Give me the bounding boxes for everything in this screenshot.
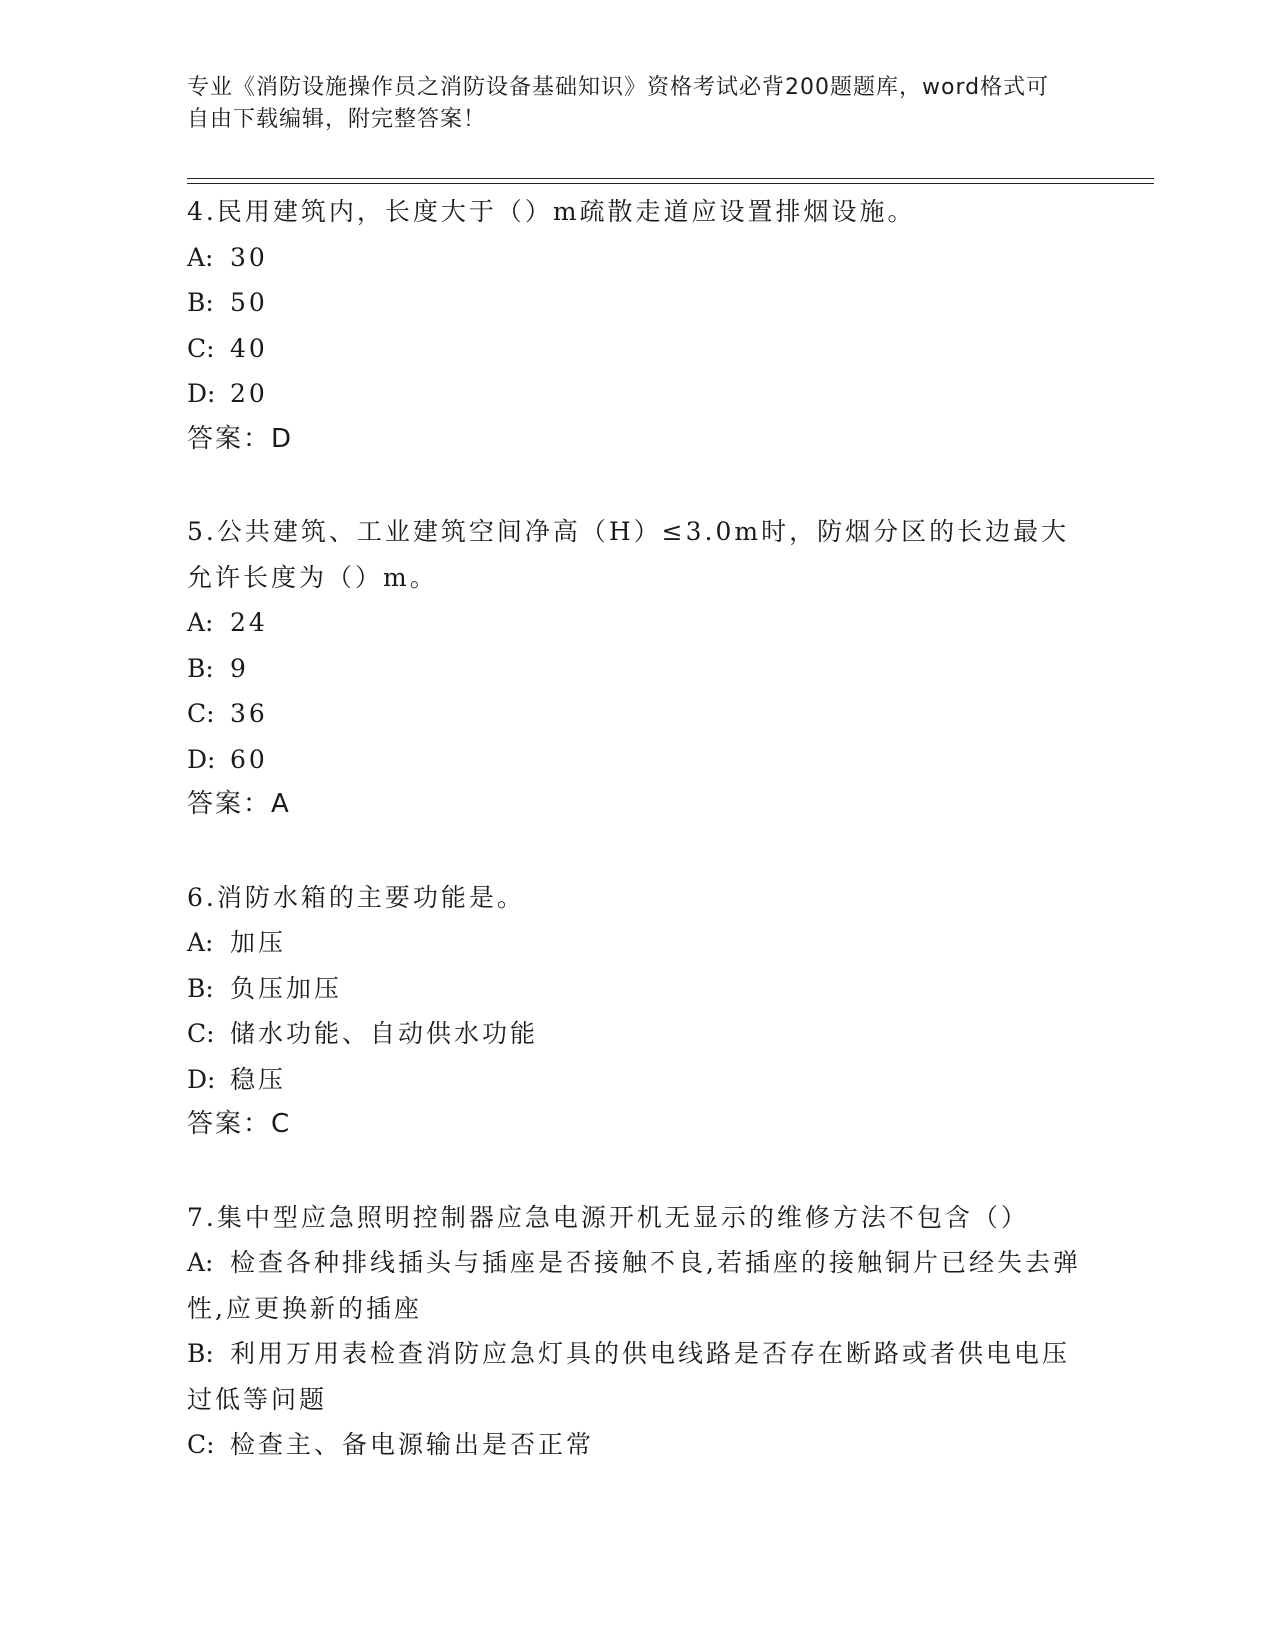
question-stem: 7.集中型应急照明控制器应急电源开机无显示的维修方法不包含（） (187, 1202, 1029, 1232)
option-d (187, 371, 1087, 417)
option-text: 稳压 (230, 1064, 287, 1094)
option-text: 储水功能、自动供水功能 (230, 1019, 539, 1048)
option-text: 利用万用表检查消防应急灯具的供电线路是否存在断路或者供电电压过低等问题 (187, 1339, 1071, 1414)
option-a (187, 920, 1087, 966)
option-text: 9 (230, 653, 249, 683)
header-divider-top (187, 178, 1154, 179)
option-label: C: (187, 333, 215, 363)
option-a (187, 600, 1087, 646)
option-text: 40 (230, 333, 268, 363)
option-text: 负压加压 (230, 973, 343, 1003)
option-label: C: (187, 699, 215, 728)
document-header: 专业《消防设施操作员之消防设备基础知识》资格考试必背200题题库，word格式可自由下载编辑，附完整答案！ (187, 75, 1050, 132)
answer-text: 答案：A (187, 789, 291, 819)
option-b (187, 280, 1087, 326)
option-text: 50 (230, 288, 268, 317)
option-a (187, 235, 1087, 281)
option-label: A: (187, 242, 214, 272)
question-5 (187, 509, 1087, 828)
option-b (187, 646, 1087, 692)
option-text: 24 (230, 608, 268, 637)
option-label: B: (187, 653, 214, 683)
option-label: A: (187, 928, 214, 957)
option-text: 检查主、备电源输出是否正常 (230, 1430, 595, 1459)
question-stem: 6.消防水箱的主要功能是。 (187, 882, 525, 912)
option-label: D: (187, 744, 216, 774)
option-label: B: (187, 973, 214, 1003)
option-c (187, 1422, 1087, 1468)
question-4 (187, 189, 1087, 462)
answer-text: 答案：C (187, 1109, 292, 1139)
option-text: 加压 (230, 928, 287, 957)
question-stem: 4.民用建筑内，长度大于（）m疏散走道应设置排烟设施。 (187, 197, 916, 226)
question-stem: 5.公共建筑、工业建筑空间净高（H）≤3.0m时，防烟分区的长边最大允许长度为（）m。 (187, 517, 1070, 592)
option-a (187, 1240, 1087, 1331)
option-d (187, 1057, 1087, 1103)
option-label: D: (187, 1064, 216, 1094)
option-c (187, 691, 1087, 737)
option-text: 60 (230, 744, 268, 774)
header-divider-bottom (187, 183, 1154, 184)
option-text: 20 (230, 379, 268, 408)
option-label: A: (187, 1248, 214, 1277)
option-text: 30 (230, 242, 268, 272)
option-label: B: (187, 288, 214, 317)
question-list (187, 189, 1087, 1468)
option-label: B: (187, 1339, 214, 1368)
answer-text: 答案：D (187, 423, 294, 454)
option-text: 36 (230, 699, 268, 728)
option-c (187, 1011, 1087, 1057)
option-b (187, 966, 1087, 1012)
option-label: C: (187, 1430, 215, 1459)
question-7 (187, 1195, 1087, 1468)
option-d (187, 737, 1087, 783)
option-label: D: (187, 379, 216, 408)
option-label: C: (187, 1019, 215, 1048)
option-b (187, 1331, 1087, 1422)
question-6 (187, 875, 1087, 1148)
option-text: 检查各种排线插头与插座是否接触不良,若插座的接触铜片已经失去弹性,应更换新的插座 (187, 1248, 1081, 1323)
option-label: A: (187, 608, 214, 637)
option-c (187, 326, 1087, 372)
